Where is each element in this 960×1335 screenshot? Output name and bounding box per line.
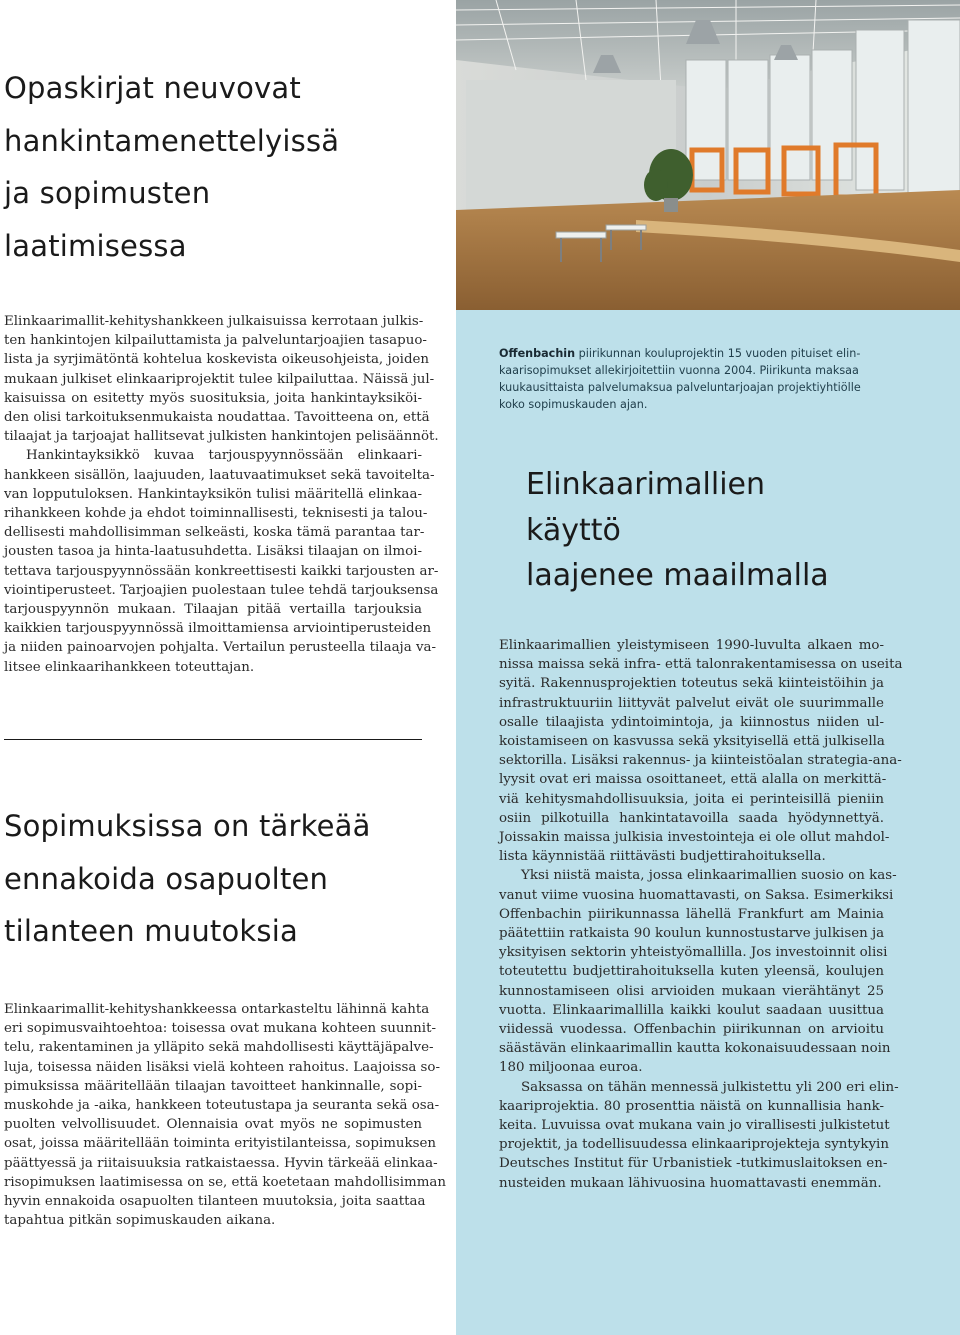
text-line: yksityisen sektorin yhteistyömallilla. Jos investoinnit olisi [499, 945, 888, 961]
caption-line: koko sopimuskauden ajan. [499, 398, 648, 411]
caption-line [499, 345, 899, 362]
text-line: vanut viime vuosina huomattavasti, on Saksa. Esimerkiksi [499, 887, 894, 903]
text-line: nusteiden mukaan lähivuosina huomattavasti enemmän. [499, 1175, 882, 1191]
text-line: muskohde ja -aika, hankkeen toteutustapa ja seuranta sekä osa- [4, 1098, 440, 1114]
heading-line: ennakoida osapuolten [4, 861, 329, 896]
text-line: Yksi niistä maista, jossa elinkaarimallien suosio on kas- [521, 868, 897, 884]
left-column [0, 0, 447, 1335]
heading-line: tilanteen muutoksia [4, 914, 298, 948]
text-line: viä kehitysmahdollisuuksia, joita ei perinteisillä pieniin [499, 791, 884, 807]
text-line: viointiperusteet. Tarjoajien puolestaan tulee tehdä tarjouksensa [4, 582, 439, 598]
text-line: tettava tarjouspyynnössään konkreettisesti kaikki tarjousten ar- [4, 563, 439, 579]
text-line: pimuksissa määritellään tilaajan tavoitteet hankinnalle, sopi- [4, 1078, 422, 1094]
text-line: infrastruktuuriin liittyvät palvelut eivät ole suurimmalle [499, 695, 884, 711]
heading-guidebooks [4, 62, 429, 272]
text-line: telu, rakentaminen ja ylläpito sekä mahdollisesti käyttäjäpalve- [4, 1040, 434, 1056]
text-line: kaariprojektia. 80 prosenttia näistä on kunnallisia hank- [499, 1098, 884, 1114]
text-line: kaikkien tarjouspyynnössä ilmoittamiensa arviointiperusteiden [4, 621, 432, 637]
text-line: jousten tasoa ja hinta-laatusuhdetta. Lisäksi tilaajan on ilmoi- [4, 544, 422, 560]
text-line: ja niiden painoarvojen pohjalta. Vertailun perusteella tilaaja va- [4, 640, 437, 656]
text-line: tarjouspyynnön mukaan. Tilaajan pitää vertailla tarjouksia [4, 602, 422, 618]
photo-caption [499, 345, 899, 413]
text-line: rihankkeen kohde ja ehdot toiminnallisesti, teknisesti ja talou- [4, 506, 428, 522]
paragraph-procurement [4, 312, 439, 677]
text-line: lyysit ovat eri maissa osoittaneet, että alalla on merkittä- [499, 772, 887, 788]
text-line: puolten velvollisuudet. Olennaisia ovat myös ne sopimusten [4, 1117, 422, 1133]
text-line: toteutettu budjettirahoituksella kuten yleensä, koulujen [499, 964, 884, 980]
text-line: koistamiseen on kasvussa sekä yksityisellä että julkisella [499, 734, 885, 750]
text-line: Deutsches Institut für Urbanistiek -tutkimuslaitoksen en- [499, 1156, 888, 1172]
heading-contracts [4, 800, 429, 958]
text-line: osiin pilkotuilla hankintatavoilla saada hyödynnettyä. [499, 810, 884, 826]
heading-lifecycle-models [526, 462, 946, 599]
heading-line: ja sopimusten [4, 176, 211, 210]
text-line: vuotta. Elinkaarimallilla kaikki koulut saadaan uusittua [499, 1002, 884, 1018]
text-line: Elinkaarimallit-kehityshankkeessa ontarkasteltu lähinnä kahta [4, 1002, 430, 1017]
caption-highlight: Offenbachin [499, 347, 576, 360]
text-line: viidessä vuodessa. Offenbachin piirikunnan on arvioitu [499, 1022, 884, 1038]
text-line: eri sopimusvaihtoehtoa: toisessa ovat mukana kohteen suunnit- [4, 1021, 436, 1037]
text-line: den olisi tarkoituksenmukaista noudattaa. Tavoitteena on, että [4, 410, 430, 426]
text-line: van lopputuloksen. Hankintayksikön tulisi määritellä elinkaa- [4, 486, 422, 502]
heading-line: Sopimuksissa on tärkeää [4, 809, 371, 843]
text-line: projektit, ja todellisuudessa elinkaariprojekteja syntykyin [499, 1137, 889, 1153]
text-line: Saksassa on tähän mennessä julkistettu yli 200 eri elin- [521, 1079, 899, 1095]
text-line: 180 miljoonaa euroa. [499, 1060, 643, 1076]
text-line: säästävän elinkaarimallin kautta kokonaisuudessaan noin [499, 1041, 891, 1057]
text-line: osalle tilaajista ydintoimintoja, ja kiinnostus niiden ul- [499, 714, 884, 730]
heading-line: käyttö [526, 512, 621, 548]
caption-line: kuukausittaista palvelumaksua palveluntarjoajan projektiyhtiölle [499, 381, 861, 394]
photo-illustration [456, 0, 960, 310]
text-line: nissa maissa sekä infra- että talonrakentamisessa on useita [499, 657, 903, 673]
section-divider [4, 739, 422, 740]
text-line: sektorilla. Lisäksi rakennus- ja kiinteistöalan strategia-ana- [499, 753, 902, 769]
school-interior-photo [456, 0, 960, 310]
heading-line: Elinkaarimallien [526, 467, 766, 502]
text-line: päätettiin ratkaista 90 koulun kunnostustarve julkisen ja [499, 926, 885, 942]
text-line: ten hankintojen kilpailuttamista ja palveluntarjoajien tasapuo- [4, 333, 427, 349]
text-line: mukaan julkiset elinkaariprojektit tulee kilpailuttaa. Näissä jul- [4, 371, 435, 387]
heading-line: laatimisessa [4, 228, 187, 263]
text-line: Joissakin maissa julkisia investointeja ei ole ollut mahdol- [499, 830, 890, 846]
text-line: lista käynnistää riittävästi budjettirahoituksella. [499, 849, 826, 865]
text-line: lista ja syrjimätöntä kohtelua koskevista oikeusohjeista, joiden [4, 352, 430, 368]
text-line: tapahtua pitkän sopimuskauden aikana. [4, 1213, 276, 1229]
text-line: litsee elinkaarihankkeen toteuttajan. [4, 659, 255, 675]
text-line: kunnostamiseen olisi arvioiden mukaan vierähtänyt 25 [499, 983, 884, 999]
text-line: Elinkaarimallien yleistymiseen 1990-luvulta alkaen mo- [499, 638, 884, 653]
heading-line: Opaskirjat neuvovat [4, 71, 301, 105]
text-line: Offenbachin piirikunnassa lähellä Frankfurt am Mainia [499, 906, 884, 922]
caption-text: piirikunnan kouluprojektin 15 vuoden pituiset elin- [575, 347, 861, 360]
text-line: Elinkaarimallit-kehityshankkeen julkaisuissa kerrotaan julkis- [4, 314, 424, 329]
text-line: luja, toisessa näiden lisäksi vielä kohteen rahoitus. Laajoissa so- [4, 1059, 441, 1075]
heading-line: hankintamenettelyissä [4, 123, 340, 158]
text-line: päättyessä ja riitaisuuksia ratkaistaessa. Hyvin tärkeää elinkaa- [4, 1155, 438, 1171]
text-line: syitä. Rakennusprojektien toteutus sekä kiinteistöihin ja [499, 676, 884, 692]
text-line: osat, joissa määritellään toiminta erityistilanteissa, sopimuksen [4, 1136, 437, 1152]
text-line: kaisuissa on esitetty myös suosituksia, joita hankintayksiköi- [4, 390, 422, 406]
caption-line: kaarisopimukset allekirjoitettiin vuonna 2004. Piirikunta maksaa [499, 364, 859, 377]
text-line: hankkeen sisällön, laajuuden, laatuvaatimukset sekä tavoitelta- [4, 467, 435, 483]
text-line: Hankintayksikkö kuvaa tarjouspyynnössään elinkaari- [26, 448, 422, 464]
paragraph-lifecycle [499, 636, 903, 1193]
text-line: tilaajat ja tarjoajat hallitsevat julkisten hankintojen pelisäännöt. [4, 429, 439, 445]
text-line: dellisesti mahdollisimman selkeästi, koska tämä parantaa tar- [4, 525, 425, 541]
text-line: hyvin ennakoida osapuolten tilanteen muutoksia, joita saattaa [4, 1194, 426, 1210]
text-line: risopimuksen laatimisessa on se, että koetetaan mahdollisimman [4, 1174, 447, 1190]
heading-line: laajenee maailmalla [526, 558, 829, 593]
text-line: keita. Luvuissa ovat mukana vain jo virallisesti julkistetut [499, 1118, 890, 1134]
paragraph-contracts [4, 1000, 447, 1230]
